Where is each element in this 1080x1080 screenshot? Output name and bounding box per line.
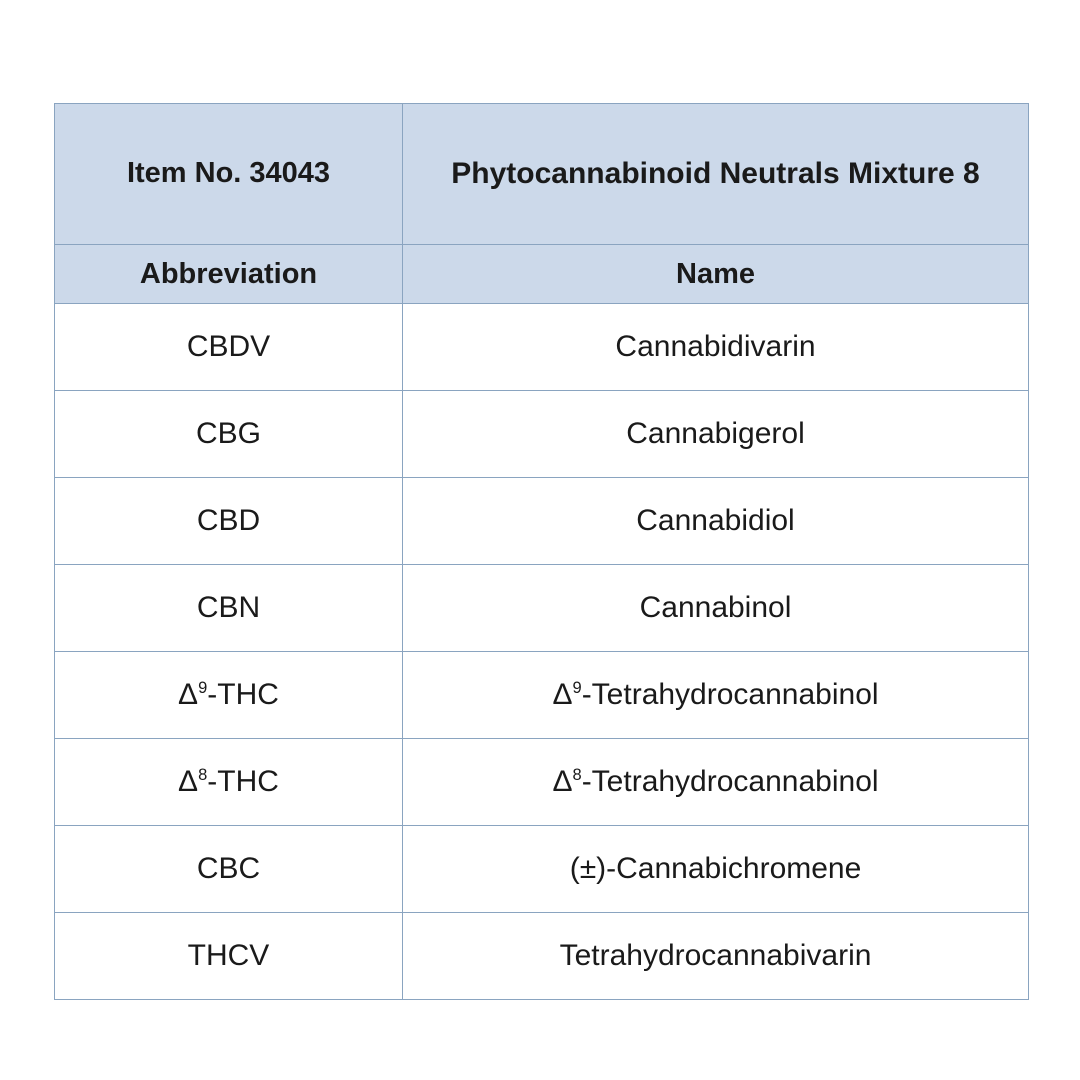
column-header-abbreviation: Abbreviation <box>55 245 403 304</box>
cell-name: Cannabidivarin <box>403 304 1029 391</box>
table-row <box>55 826 1029 913</box>
cell-abbreviation <box>55 652 403 739</box>
abbrev-suffix: -THC <box>207 678 279 711</box>
delta-superscript: 9 <box>198 679 208 697</box>
delta-superscript: 8 <box>572 766 582 784</box>
delta-superscript: 9 <box>572 679 582 697</box>
delta-superscript: 8 <box>198 766 208 784</box>
delta-symbol: Δ <box>178 765 199 798</box>
table-row <box>55 391 1029 478</box>
table-row <box>55 652 1029 739</box>
table-container <box>54 103 1028 1000</box>
cell-name <box>403 652 1029 739</box>
cell-abbreviation: CBN <box>55 565 403 652</box>
delta-symbol: Δ <box>552 678 573 711</box>
table-row <box>55 478 1029 565</box>
delta-symbol: Δ <box>552 765 573 798</box>
table-row <box>55 739 1029 826</box>
cell-name <box>403 739 1029 826</box>
delta-symbol: Δ <box>178 678 199 711</box>
table-row <box>55 913 1029 1000</box>
table-header-row-columns <box>55 245 1029 304</box>
table-header-row-title <box>55 104 1029 245</box>
cell-abbreviation: CBDV <box>55 304 403 391</box>
cell-abbreviation: THCV <box>55 913 403 1000</box>
cell-name: Cannabigerol <box>403 391 1029 478</box>
cell-name: (±)-Cannabichromene <box>403 826 1029 913</box>
cell-abbreviation: CBD <box>55 478 403 565</box>
cell-abbreviation <box>55 739 403 826</box>
cell-abbreviation: CBG <box>55 391 403 478</box>
abbrev-suffix: -THC <box>207 765 279 798</box>
cell-name: Tetrahydrocannabivarin <box>403 913 1029 1000</box>
name-suffix: -Tetrahydrocannabinol <box>581 678 879 711</box>
item-number-cell: Item No. 34043 <box>55 104 403 245</box>
name-suffix: -Tetrahydrocannabinol <box>581 765 879 798</box>
column-header-name: Name <box>403 245 1029 304</box>
cell-abbreviation: CBC <box>55 826 403 913</box>
table-row <box>55 565 1029 652</box>
cell-name: Cannabidiol <box>403 478 1029 565</box>
table-row <box>55 304 1029 391</box>
phytocannabinoid-table <box>54 103 1029 1000</box>
cell-name: Cannabinol <box>403 565 1029 652</box>
product-title-cell: Phytocannabinoid Neutrals Mixture 8 <box>403 104 1029 245</box>
